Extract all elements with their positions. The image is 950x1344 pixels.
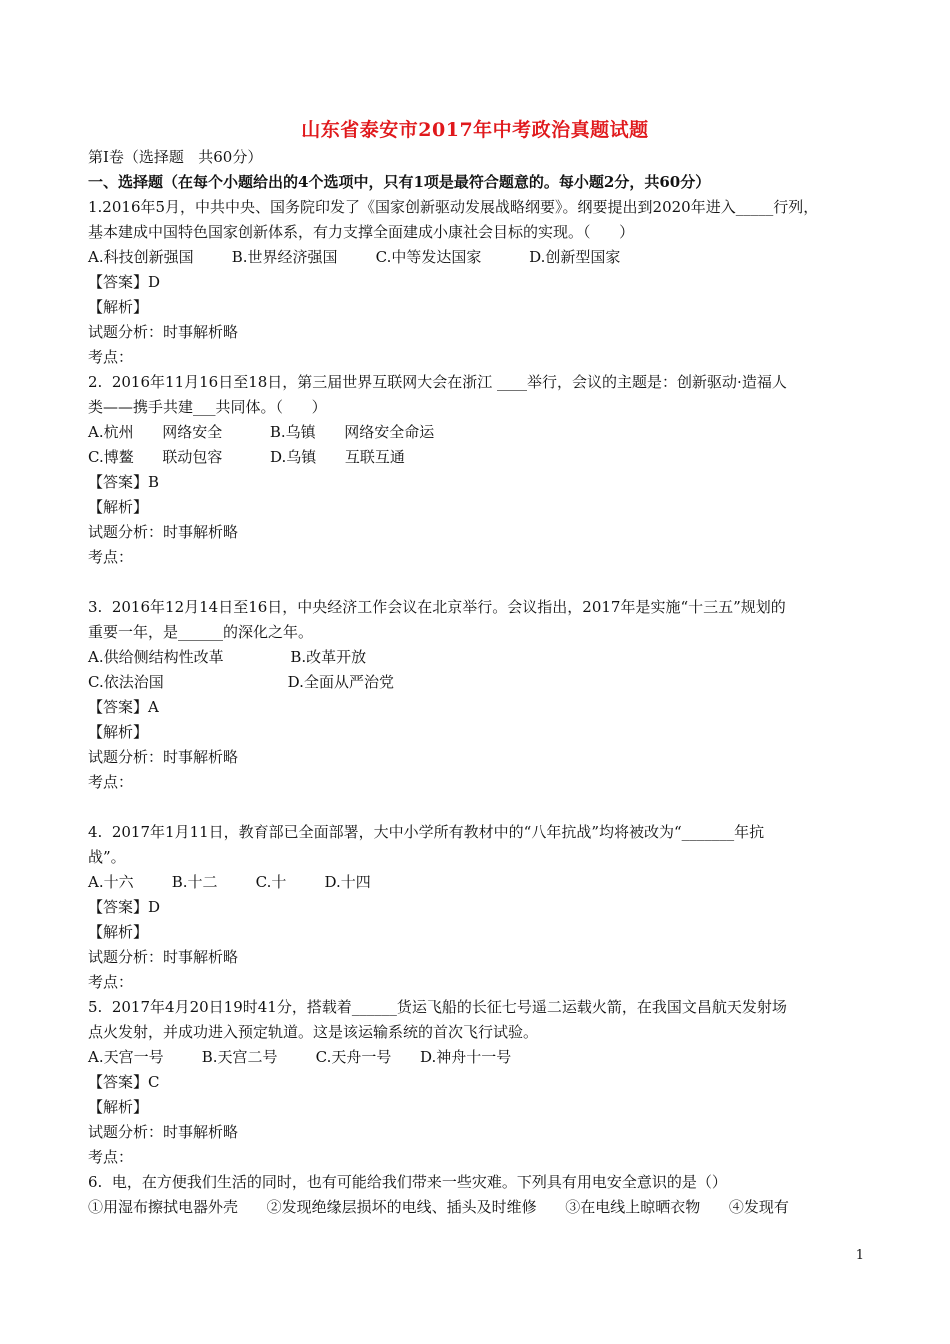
text-line: 1.2016年5月，中共中央、国务院印发了《国家创新驱动发展战略纲要》。纲要提出到2020年进入_____行列，: [88, 198, 819, 216]
text-line: 试题分析：时事解析略: [88, 948, 239, 966]
text-line: 2. 2016年11月16日至18日，第三届世界互联网大会在浙江 ____举行，会议的主题是：创新驱动·造福人: [88, 373, 787, 391]
text-line: 6. 电，在方便我们生活的同时，也有可能给我们带来一些灾难。下列具有用电安全意识的是（）: [88, 1173, 727, 1191]
text-line: 考点：: [88, 973, 134, 991]
text-line: 【解析】: [88, 498, 149, 516]
text-line: 试题分析：时事解析略: [88, 323, 239, 341]
text-line: 一、选择题（在每个小题给出的4个选项中，只有1项是最符合题意的。每小题2分，共60分）: [88, 173, 711, 191]
text-line: 【答案】A: [88, 698, 159, 716]
text-line: 【解析】: [88, 1098, 149, 1116]
text-line: 考点：: [88, 773, 134, 791]
text-line: 【解析】: [88, 298, 149, 316]
text-line: 点火发射，并成功进入预定轨道。这是该运输系统的首次飞行试验。: [88, 1023, 539, 1041]
text-line: 基本建成中国特色国家创新体系，有力支撑全面建成小康社会目标的实现。（ ）: [88, 223, 635, 241]
text-line: 试题分析：时事解析略: [88, 1123, 239, 1141]
text-line: 4. 2017年1月11日，教育部已全面部署，大中小学所有教材中的“八年抗战”均将被改为“_______年抗: [88, 823, 765, 841]
text-line: A.科技创新强国 B.世界经济强国 C.中等发达国家 D.创新型国家: [88, 248, 621, 266]
text-line: 【答案】B: [88, 473, 160, 491]
text-line: 3. 2016年12月14日至16日，中央经济工作会议在北京举行。会议指出，2017年是实施“十三五”规划的: [88, 598, 786, 616]
text-line: A.十六 B.十二 C.十 D.十四: [88, 873, 371, 891]
text-line: 第Ⅰ卷（选择题 共60分）: [88, 148, 263, 166]
text-line: 重要一年，是______的深化之年。: [88, 623, 314, 641]
text-line: A.天宫一号 B.天宫二号 C.天舟一号 D.神舟十一号: [88, 1048, 512, 1066]
text-line: C.博鳌 联动包容 D.乌镇 互联互通: [88, 448, 405, 466]
text-line: ①用湿布擦拭电器外壳 ②发现绝缘层损坏的电线、插头及时维修 ③在电线上晾晒衣物 ④发现有: [88, 1198, 789, 1216]
page-title: 山东省泰安市2017年中考政治真题试题: [301, 119, 649, 141]
text-line: 考点：: [88, 1148, 134, 1166]
page-number: 1: [855, 1248, 864, 1263]
text-line: 【答案】C: [88, 1073, 160, 1091]
text-line: 考点：: [88, 548, 134, 566]
text-line: 【答案】D: [88, 273, 161, 291]
text-line: 战”。: [88, 848, 126, 866]
text-line: A.杭州 网络安全 B.乌镇 网络安全命运: [88, 423, 435, 441]
text-line: C.依法治国 D.全面从严治党: [88, 673, 394, 691]
text-line: 【解析】: [88, 923, 149, 941]
text-line: 试题分析：时事解析略: [88, 748, 239, 766]
text-line: 类——携手共建___共同体。（ ）: [88, 398, 327, 416]
text-line: A.供给侧结构性改革 B.改革开放: [88, 648, 367, 666]
text-line: 【答案】D: [88, 898, 161, 916]
text-line: 考点：: [88, 348, 134, 366]
text-line: 5. 2017年4月20日19时41分，搭载着______货运飞船的长征七号遥二运载火箭，在我国文昌航天发射场: [88, 998, 787, 1016]
text-line: 【解析】: [88, 723, 149, 741]
text-line: 试题分析：时事解析略: [88, 523, 239, 541]
